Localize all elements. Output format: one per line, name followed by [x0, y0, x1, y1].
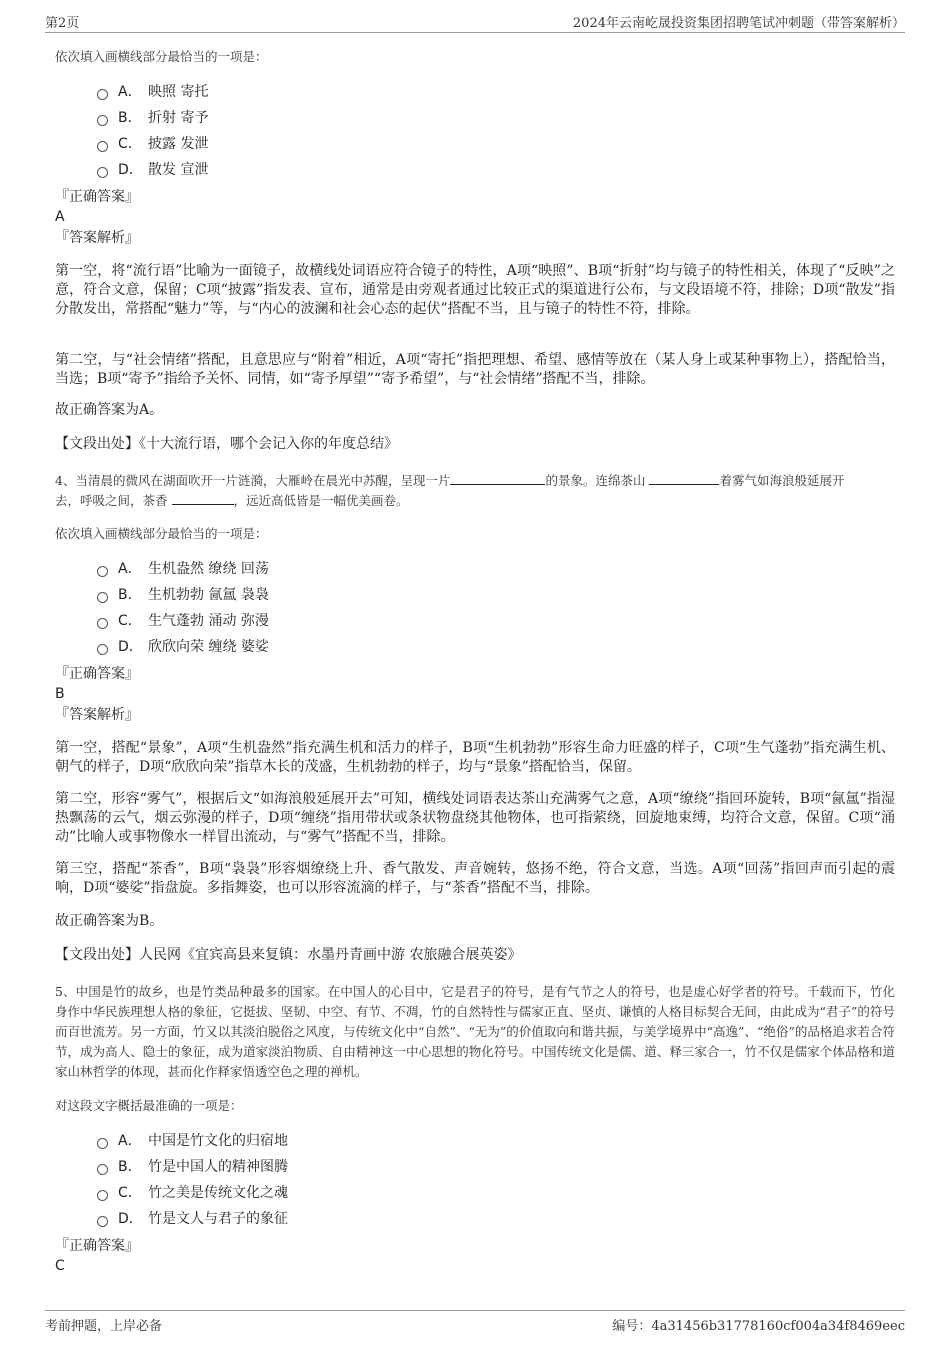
radio-icon[interactable]	[97, 1190, 108, 1201]
q5-answer: C	[55, 1258, 65, 1274]
q3-prompt: 依次填入画横线部分最恰当的一项是：	[55, 49, 268, 64]
q3-analysis-1: 第一空，将“流行语”比喻为一面镜子，故横线处词语应符合镜子的特性，A项“映照”、B项“折射”均与镜子的特性相关，体现了“反映”之意，符合文意，保留；C项“披露”指发表、宣布，通常是由旁观者通过比较正式的渠道进行公布，与文段语境不符，排除；D项“散发”指分散发出，常搭配“魅力”等，与“内心的波澜和社会心态的起伏”搭配不当，且与镜子的特性不符，排除。	[55, 263, 895, 317]
q3-option-d[interactable]: D． 散发 宣泄	[97, 157, 208, 183]
radio-icon[interactable]	[97, 1216, 108, 1227]
blank-3	[172, 492, 234, 505]
q4-option-d[interactable]: D． 欣欣向荣 缠绕 婆娑	[97, 634, 269, 660]
q4-prompt: 依次填入画横线部分最恰当的一项是：	[55, 526, 268, 541]
q5-option-b[interactable]: B． 竹是中国人的精神图腾	[97, 1154, 288, 1180]
q4-option-c[interactable]: C． 生气蓬勃 涌动 弥漫	[97, 608, 269, 634]
q4-answer-label: 『正确答案』	[55, 666, 139, 682]
q5-stem: 5、中国是竹的故乡，也是竹类品种最多的国家。在中国人的心目中，它是君子的符号，是有气节之人的符号，也是虚心好学者的符号。千载而下，竹化身作中华民族理想人格的象征，它挺拔、坚韧、中空、有节、不凋，竹的自然特性与儒家正直、坚贞、谦慎的人格目标契合无间，由此成为“君子”的符号而百世流芳。另一方面，竹又以其淡泊脱俗之风度，与传统文化中“自然”、“无为”的价值取向和谐共振，与美学境界中“高逸”、“绝俗”的品格追求若合符节，成为高人、隐士的象征，成为道家淡泊物质、自由精神这一中心思想的物化符号。中国传统文化是儒、道、释三家合一，竹不仅是儒家个体品格和道家山林哲学的体现，甚而化作释家悟透空色之理的禅机。	[55, 984, 895, 1079]
radio-icon[interactable]	[97, 115, 108, 126]
radio-icon[interactable]	[97, 618, 108, 629]
radio-icon[interactable]	[97, 167, 108, 178]
radio-icon[interactable]	[97, 141, 108, 152]
q4-option-a[interactable]: A． 生机盎然 缭绕 回荡	[97, 556, 269, 582]
page-number: 第2页	[45, 16, 80, 31]
q3-options	[97, 79, 208, 183]
q4-analysis-1: 第一空，搭配“景象”，A项“生机盎然”指充满生机和活力的样子，B项“生机勃勃”形容生命力旺盛的样子，C项“生气蓬勃”指充满生机、朝气的样子，D项“欣欣向荣”指草木长的茂盛，生机勃勃的样子，均与“景象”搭配恰当，保留。	[55, 740, 895, 775]
q4-source: 【文段出处】人民网《宜宾高县来复镇：水墨丹青画中游 农旅融合展英姿》	[55, 947, 522, 963]
q5-prompt: 对这段文字概括最准确的一项是：	[55, 1098, 243, 1113]
q3-analysis-label: 『答案解析』	[55, 230, 139, 246]
q3-answer-label: 『正确答案』	[55, 189, 139, 205]
q4-analysis-3: 第三空，搭配“茶香”，B项“袅袅”形容烟缭绕上升、香气散发、声音婉转，悠扬不绝，符合文意，当选。A项“回荡”指回声而引起的震响，D项“婆娑”指盘旋。多指舞姿，也可以形容流滴的样子，与“茶香”搭配不当，排除。	[55, 861, 895, 896]
radio-icon[interactable]	[97, 1138, 108, 1149]
q4-answer: B	[55, 686, 65, 702]
q5-answer-label: 『正确答案』	[55, 1238, 139, 1254]
q3-source: 【文段出处】《十大流行语，哪个会记入你的年度总结》	[55, 436, 398, 452]
q3-analysis-3: 故正确答案为A。	[55, 402, 164, 418]
q5-options	[97, 1128, 288, 1232]
radio-icon[interactable]	[97, 1164, 108, 1175]
q5-option-d[interactable]: D． 竹是文人与君子的象征	[97, 1206, 288, 1232]
q5-option-c[interactable]: C． 竹之美是传统文化之魂	[97, 1180, 288, 1206]
q4-stem: 4、当清晨的微风在湖面吹开一片涟漪，大雁岭在晨光中苏醒，呈现一片 的景象。连绵茶山 着雾气如海浪般延展开 去，呼吸之间，茶香 ，远近高低皆是一幅优美画卷。	[55, 473, 845, 508]
q3-answer: A	[55, 209, 65, 225]
radio-icon[interactable]	[97, 592, 108, 603]
q3-option-c[interactable]: C． 披露 发泄	[97, 131, 208, 157]
radio-icon[interactable]	[97, 566, 108, 577]
blank-1	[450, 472, 545, 485]
document-title: 2024年云南屹晟投资集团招聘笔试冲刺题（带答案解析）	[572, 16, 905, 31]
q3-analysis-2: 第二空，与“社会情绪”搭配，且意思应与“附着”相近，A项“寄托”指把理想、希望、感情等放在（某人身上或某种事物上），搭配恰当，当选；B项“寄予”指给予关怀、同情，如“寄予厚望”“寄予希望”，与“社会情绪”搭配不当，排除。	[55, 352, 895, 387]
q3-option-b[interactable]: B． 折射 寄予	[97, 105, 208, 131]
radio-icon[interactable]	[97, 89, 108, 100]
q3-option-a[interactable]: A． 映照 寄托	[97, 79, 208, 105]
radio-icon[interactable]	[97, 644, 108, 655]
blank-2	[649, 472, 719, 485]
q5-option-a[interactable]: A． 中国是竹文化的归宿地	[97, 1128, 288, 1154]
page-header	[45, 12, 905, 33]
q4-analysis-label: 『答案解析』	[55, 707, 139, 723]
q4-analysis-2: 第二空，形容“雾气”，根据后文“如海浪般延展开去”可知，横线处词语表达茶山充满雾气之意，A项“缭绕”指回环旋转，B项“氤氲”指湿热飘荡的云气，烟云弥漫的样子，D项“缠绕”指用带状或条状物盘绕其他物体，也可指萦绕，回旋地束缚，均符合文意，保留。C项“涌动”比喻人或事物像水一样冒出流动，与“雾气”搭配不当，排除。	[55, 791, 895, 845]
q4-option-b[interactable]: B． 生机勃勃 氤氲 袅袅	[97, 582, 269, 608]
q4-analysis-4: 故正确答案为B。	[55, 913, 164, 929]
q4-options	[97, 556, 269, 660]
page-footer	[45, 1310, 905, 1337]
document-id: 编号：4a31456b31778160cf004a34f8469eec	[612, 1319, 905, 1334]
footer-slogan: 考前押题，上岸必备	[45, 1319, 163, 1334]
